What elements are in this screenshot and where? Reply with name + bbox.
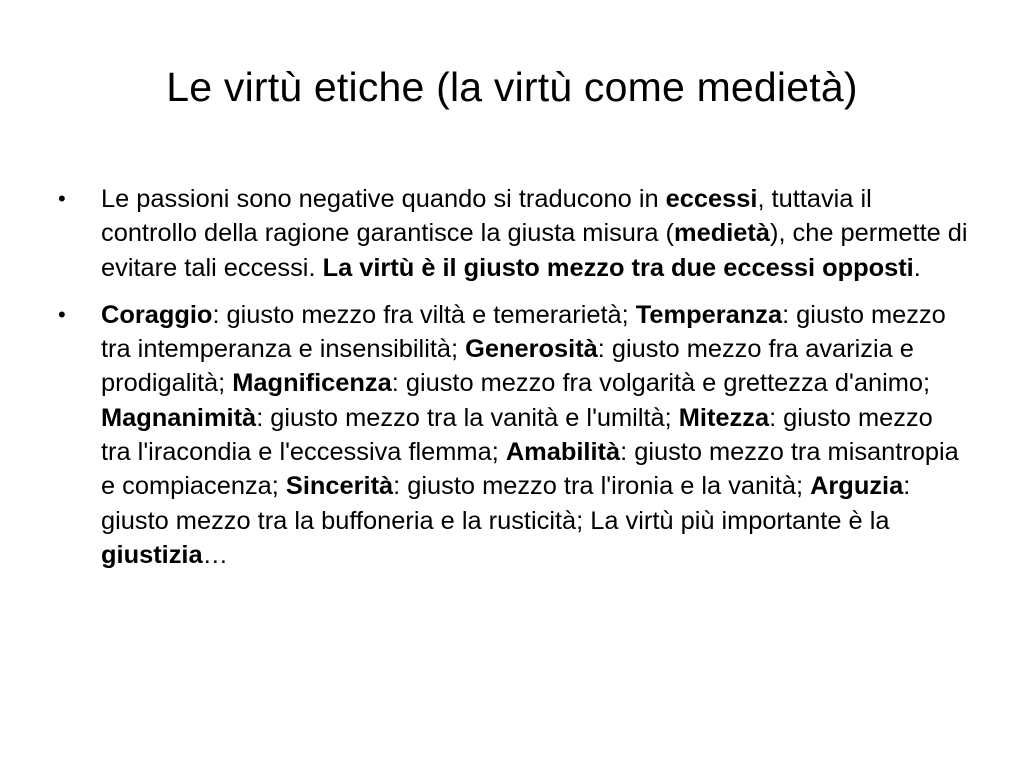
bold-term: Arguzia xyxy=(810,472,904,501)
bold-term: Coraggio xyxy=(101,300,213,329)
text-segment: : giusto mezzo tra misantropia e compiacenza; xyxy=(101,438,959,501)
text-segment: , tuttavia il controllo della ragione garantisce la giusta misura ( xyxy=(101,185,872,248)
bold-term: Temperanza xyxy=(635,300,783,329)
bold-term: Mitezza xyxy=(678,403,770,432)
slide-title: Le virtù etiche (la virtù come medietà) xyxy=(166,64,858,110)
text-segment: : giusto mezzo tra la buffoneria e la rusticità; La virtù più importante è la xyxy=(101,472,911,535)
bold-term: giustizia xyxy=(101,540,203,569)
bullet-item xyxy=(56,182,968,285)
text-segment: : giusto mezzo tra l'ironia e la vanità; xyxy=(393,472,811,501)
text-segment: : giusto mezzo fra avarizia e prodigalità; xyxy=(101,335,914,398)
bold-term: Generosità xyxy=(465,335,598,364)
bold-term: Sincerità xyxy=(285,472,394,501)
text-segment: . xyxy=(913,253,921,282)
text-segment: : giusto mezzo tra intemperanza e insensibilità; xyxy=(101,300,946,364)
text-segment: … xyxy=(202,540,228,569)
text-segment: : giusto mezzo fra volgarità e grettezza d'animo; xyxy=(391,369,931,398)
bullet-item xyxy=(56,298,968,572)
bullet-list xyxy=(56,182,968,585)
bullet-dot-icon: • xyxy=(58,186,66,211)
bold-term: Magnificenza xyxy=(232,369,392,398)
bold-term: eccessi xyxy=(665,185,758,213)
bold-term: medietà xyxy=(674,219,770,248)
text-segment: : giusto mezzo tra l'iracondia e l'eccessiva flemma; xyxy=(101,403,933,467)
text-segment: : giusto mezzo tra la vanità e l'umiltà; xyxy=(256,403,679,432)
text-segment: Le passioni sono negative quando si traducono in xyxy=(101,185,666,213)
text-segment: : giusto mezzo fra viltà e temerarietà; xyxy=(212,300,636,329)
bold-term: Amabilità xyxy=(505,438,621,467)
bold-term: La virtù è il giusto mezzo tra due eccessi opposti xyxy=(322,253,914,282)
text-segment: ), che permette di evitare tali eccessi. xyxy=(101,219,968,282)
bold-term: Magnanimità xyxy=(101,403,257,432)
bullet-dot-icon: • xyxy=(58,301,66,327)
